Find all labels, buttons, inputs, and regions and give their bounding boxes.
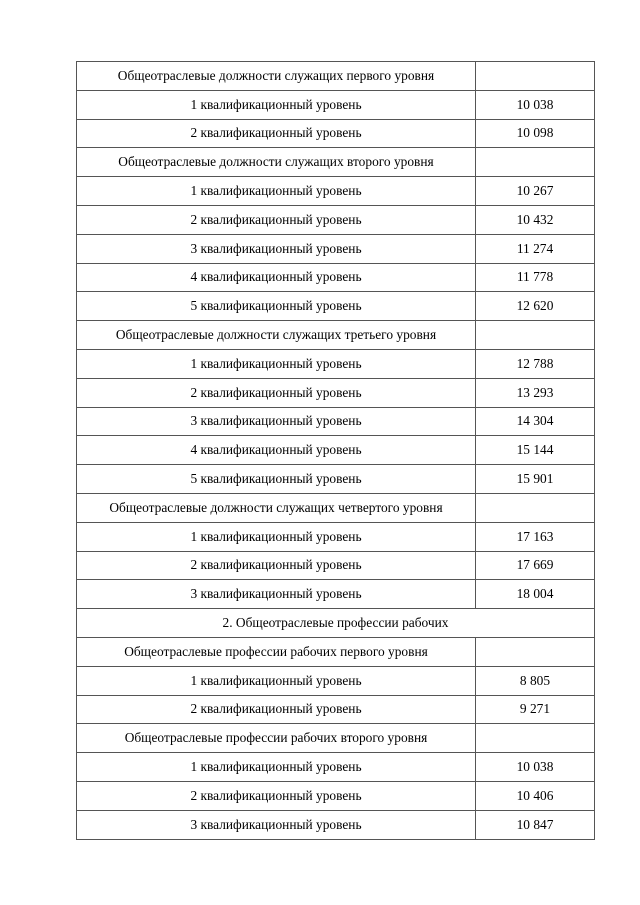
table-row xyxy=(77,666,595,695)
salary-value: 10 038 xyxy=(476,753,595,782)
salary-value: 17 163 xyxy=(476,522,595,551)
salary-value xyxy=(476,637,595,666)
group-title: Общеотраслевые должности служащих четвертого уровня xyxy=(77,493,476,522)
level-label: 2 квалификационный уровень xyxy=(77,378,476,407)
group-header-row xyxy=(77,637,595,666)
level-label: 3 квалификационный уровень xyxy=(77,580,476,609)
table-row xyxy=(77,90,595,119)
table-row xyxy=(77,378,595,407)
table-row xyxy=(77,522,595,551)
table-row xyxy=(77,177,595,206)
level-label: 2 квалификационный уровень xyxy=(77,781,476,810)
salary-value xyxy=(476,148,595,177)
level-label: 3 квалификационный уровень xyxy=(77,810,476,839)
salary-value xyxy=(476,493,595,522)
salary-value: 14 304 xyxy=(476,407,595,436)
group-header-row xyxy=(77,148,595,177)
salary-value: 10 406 xyxy=(476,781,595,810)
table-row xyxy=(77,234,595,263)
salary-value: 12 620 xyxy=(476,292,595,321)
salary-value xyxy=(476,62,595,91)
table-row xyxy=(77,119,595,148)
salary-table-body xyxy=(77,62,595,840)
salary-table xyxy=(76,61,595,840)
group-title: Общеотраслевые должности служащих третьего уровня xyxy=(77,321,476,350)
group-title: Общеотраслевые должности служащих второго уровня xyxy=(77,148,476,177)
salary-value: 9 271 xyxy=(476,695,595,724)
salary-value: 10 847 xyxy=(476,810,595,839)
section-title: 2. Общеотраслевые профессии рабочих xyxy=(77,609,595,638)
group-header-row xyxy=(77,493,595,522)
level-label: 1 квалификационный уровень xyxy=(77,522,476,551)
table-row xyxy=(77,465,595,494)
table-row xyxy=(77,436,595,465)
table-row xyxy=(77,407,595,436)
section-header-row xyxy=(77,609,595,638)
table-row xyxy=(77,580,595,609)
level-label: 4 квалификационный уровень xyxy=(77,436,476,465)
salary-value: 11 274 xyxy=(476,234,595,263)
group-title: Общеотраслевые профессии рабочих второго уровня xyxy=(77,724,476,753)
table-row xyxy=(77,205,595,234)
level-label: 5 квалификационный уровень xyxy=(77,465,476,494)
table-row xyxy=(77,349,595,378)
table-row xyxy=(77,753,595,782)
salary-value: 15 144 xyxy=(476,436,595,465)
group-title: Общеотраслевые профессии рабочих первого уровня xyxy=(77,637,476,666)
group-header-row xyxy=(77,62,595,91)
salary-value: 10 267 xyxy=(476,177,595,206)
group-title: Общеотраслевые должности служащих первого уровня xyxy=(77,62,476,91)
level-label: 1 квалификационный уровень xyxy=(77,90,476,119)
salary-value: 13 293 xyxy=(476,378,595,407)
group-header-row xyxy=(77,321,595,350)
table-row xyxy=(77,781,595,810)
level-label: 1 квалификационный уровень xyxy=(77,753,476,782)
level-label: 1 квалификационный уровень xyxy=(77,349,476,378)
salary-value: 10 098 xyxy=(476,119,595,148)
level-label: 1 квалификационный уровень xyxy=(77,666,476,695)
salary-value: 8 805 xyxy=(476,666,595,695)
salary-value xyxy=(476,321,595,350)
level-label: 2 квалификационный уровень xyxy=(77,119,476,148)
level-label: 5 квалификационный уровень xyxy=(77,292,476,321)
table-row xyxy=(77,695,595,724)
level-label: 2 квалификационный уровень xyxy=(77,551,476,580)
salary-value: 11 778 xyxy=(476,263,595,292)
table-row xyxy=(77,263,595,292)
level-label: 2 квалификационный уровень xyxy=(77,695,476,724)
salary-value: 15 901 xyxy=(476,465,595,494)
salary-value: 10 038 xyxy=(476,90,595,119)
table-row xyxy=(77,292,595,321)
level-label: 4 квалификационный уровень xyxy=(77,263,476,292)
level-label: 1 квалификационный уровень xyxy=(77,177,476,206)
level-label: 3 квалификационный уровень xyxy=(77,234,476,263)
table-row xyxy=(77,551,595,580)
salary-value: 17 669 xyxy=(476,551,595,580)
level-label: 2 квалификационный уровень xyxy=(77,205,476,234)
salary-value: 12 788 xyxy=(476,349,595,378)
salary-value: 18 004 xyxy=(476,580,595,609)
salary-value: 10 432 xyxy=(476,205,595,234)
level-label: 3 квалификационный уровень xyxy=(77,407,476,436)
table-row xyxy=(77,810,595,839)
salary-value xyxy=(476,724,595,753)
group-header-row xyxy=(77,724,595,753)
